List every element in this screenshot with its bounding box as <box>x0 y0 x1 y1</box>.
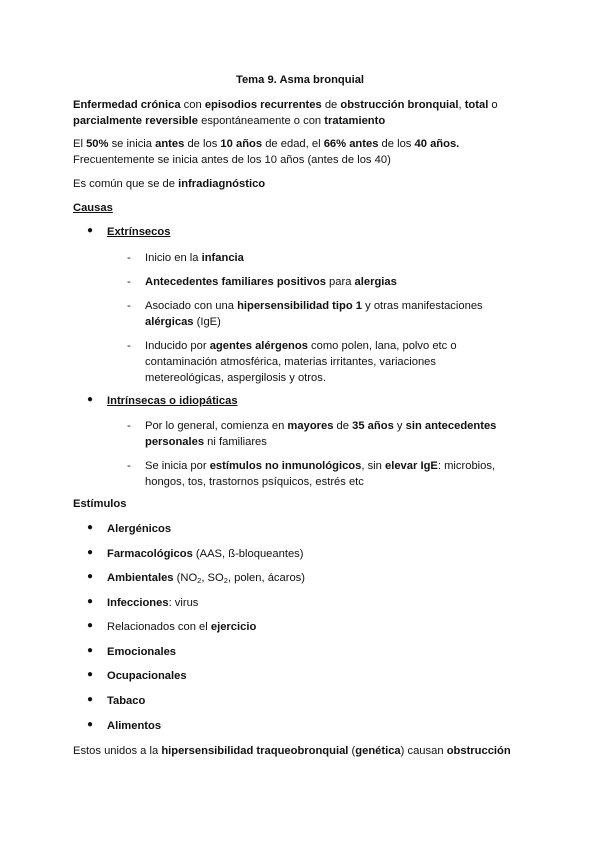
diagnosis-paragraph <box>73 176 533 192</box>
text: para <box>325 276 355 288</box>
bold-text: parcialmente reversible <box>73 115 198 128</box>
onset-line-1 <box>73 136 533 152</box>
text: o <box>488 99 498 111</box>
bullet-dot: ● <box>87 394 94 405</box>
text: : virus <box>168 597 199 609</box>
extrinsecos-label: Extrínsecos <box>107 226 171 238</box>
page-title: Tema 9. Asma bronquial <box>235 74 365 86</box>
text: de los <box>378 138 415 150</box>
bold-text: Enfermedad crónica <box>73 99 181 111</box>
bullet-dot: ● <box>87 571 94 582</box>
text: espontáneamente o con <box>198 115 325 128</box>
dash-marker: - <box>127 460 131 472</box>
bold-text: Ocupacionales <box>107 670 187 682</box>
bold-text: estímulos no inmunológicos <box>209 460 362 472</box>
bold-text: episodios recurrentes <box>204 99 322 111</box>
text: , SO <box>201 572 224 584</box>
definition-paragraph <box>73 97 533 129</box>
bold-text: Farmacológicos <box>107 548 193 560</box>
causas-heading: Causas <box>73 202 113 214</box>
bold-text: mayores <box>287 420 334 432</box>
subscript: 2 <box>223 576 228 585</box>
bold-text: Tabaco <box>107 695 146 707</box>
text: ) causan <box>400 745 447 757</box>
bullet-dot: ● <box>87 719 94 730</box>
bold-text: Ambientales <box>107 572 174 584</box>
bold-text: Antecedentes familiares positivos <box>145 276 326 288</box>
text: y <box>393 420 406 432</box>
text: , <box>458 99 465 111</box>
bold-text: Emocionales <box>107 646 177 658</box>
dash-marker: - <box>127 420 131 432</box>
conclusion-paragraph <box>73 743 543 759</box>
bullet-dot: ● <box>87 596 94 607</box>
bold-text: infancia <box>201 252 244 264</box>
bold-text: infradiagnóstico <box>178 178 266 190</box>
bold-text: ejercicio <box>210 621 257 633</box>
intrinsecas-label: Intrínsecas o idiopáticas <box>107 395 238 407</box>
text: (NO <box>173 572 198 584</box>
bold-text: alérgicas <box>145 316 194 329</box>
subscript: 2 <box>197 576 202 585</box>
text: con <box>180 99 205 111</box>
bold-text: obstrucción bronquial <box>340 99 459 111</box>
bold-text: alergias <box>354 276 397 288</box>
bold-text: total <box>464 99 489 111</box>
dash-marker: - <box>127 300 131 312</box>
text: (IgE) <box>193 316 221 329</box>
bullet-dot: ● <box>87 694 94 705</box>
bold-text: 50% <box>86 138 109 150</box>
text: de <box>333 420 353 432</box>
bold-text: antes <box>155 138 185 150</box>
bold-text: 10 años <box>220 138 263 150</box>
bullet-dot: ● <box>87 645 94 656</box>
text: como polen, lana, polvo etc o contaminación atmosférica, materias irritantes, variaciones metereológicas, aspergilosis y otros. <box>145 340 457 385</box>
bold-text: Alimentos <box>107 720 162 732</box>
text: Por lo general, comienza en <box>145 420 288 432</box>
onset-line-2: Frecuentemente se inicia antes de los 10 años (antes de los 40) <box>73 154 391 167</box>
bold-text: hipersensibilidad traqueobronquial <box>161 745 349 757</box>
bold-text: Infecciones <box>107 597 169 609</box>
estimulos-heading: Estímulos <box>73 498 127 510</box>
bold-text: agentes alérgenos <box>209 340 308 352</box>
bold-text: 35 años <box>352 420 394 432</box>
bold-text: antes <box>349 138 379 150</box>
bullet-dot: ● <box>87 620 94 631</box>
dash-marker: - <box>127 252 131 264</box>
bullet-dot: ● <box>87 669 94 680</box>
text: Relacionados con el <box>107 621 211 633</box>
bold-text: obstrucción <box>446 745 511 757</box>
text: : microbios, hongos, tos, trastornos psíquicos, estrés etc <box>145 460 496 489</box>
bold-text: tratamiento <box>324 115 386 128</box>
text: Se inicia por <box>145 460 210 472</box>
text: El <box>73 138 87 150</box>
text: , polen, ácaros) <box>227 572 306 584</box>
bold-text: 40 años. <box>414 138 460 150</box>
bullet-dot: ● <box>87 522 94 533</box>
text: Es común que se de <box>73 178 179 190</box>
onset-paragraph <box>73 136 533 168</box>
bold-text: elevar IgE <box>385 460 438 472</box>
text: ni familiares <box>204 436 267 449</box>
bold-text: genética <box>355 745 401 757</box>
text: y otras manifestaciones <box>362 300 483 312</box>
text: de los <box>184 138 221 150</box>
bold-text: hipersensibilidad tipo 1 <box>237 300 363 312</box>
bullet-dot: ● <box>87 225 94 236</box>
text: (AAS, ß-bloqueantes) <box>192 548 304 560</box>
text: Asociado con una <box>145 300 238 312</box>
text: de edad, el <box>262 138 324 150</box>
text: ( <box>348 745 356 757</box>
text: se inicia <box>108 138 156 150</box>
bullet-dot: ● <box>87 547 94 558</box>
bold-text: 66% <box>323 138 347 150</box>
text: , sin <box>361 460 385 472</box>
dash-marker: - <box>127 276 131 288</box>
dash-marker: - <box>127 340 131 352</box>
text: de <box>321 99 341 111</box>
text: Estos unidos a la <box>73 745 162 757</box>
text: Inicio en la <box>145 252 202 264</box>
bold-text: Alergénicos <box>107 523 172 535</box>
text: Inducido por <box>145 340 210 352</box>
bold-text: sin antecedentes personales <box>145 420 497 449</box>
